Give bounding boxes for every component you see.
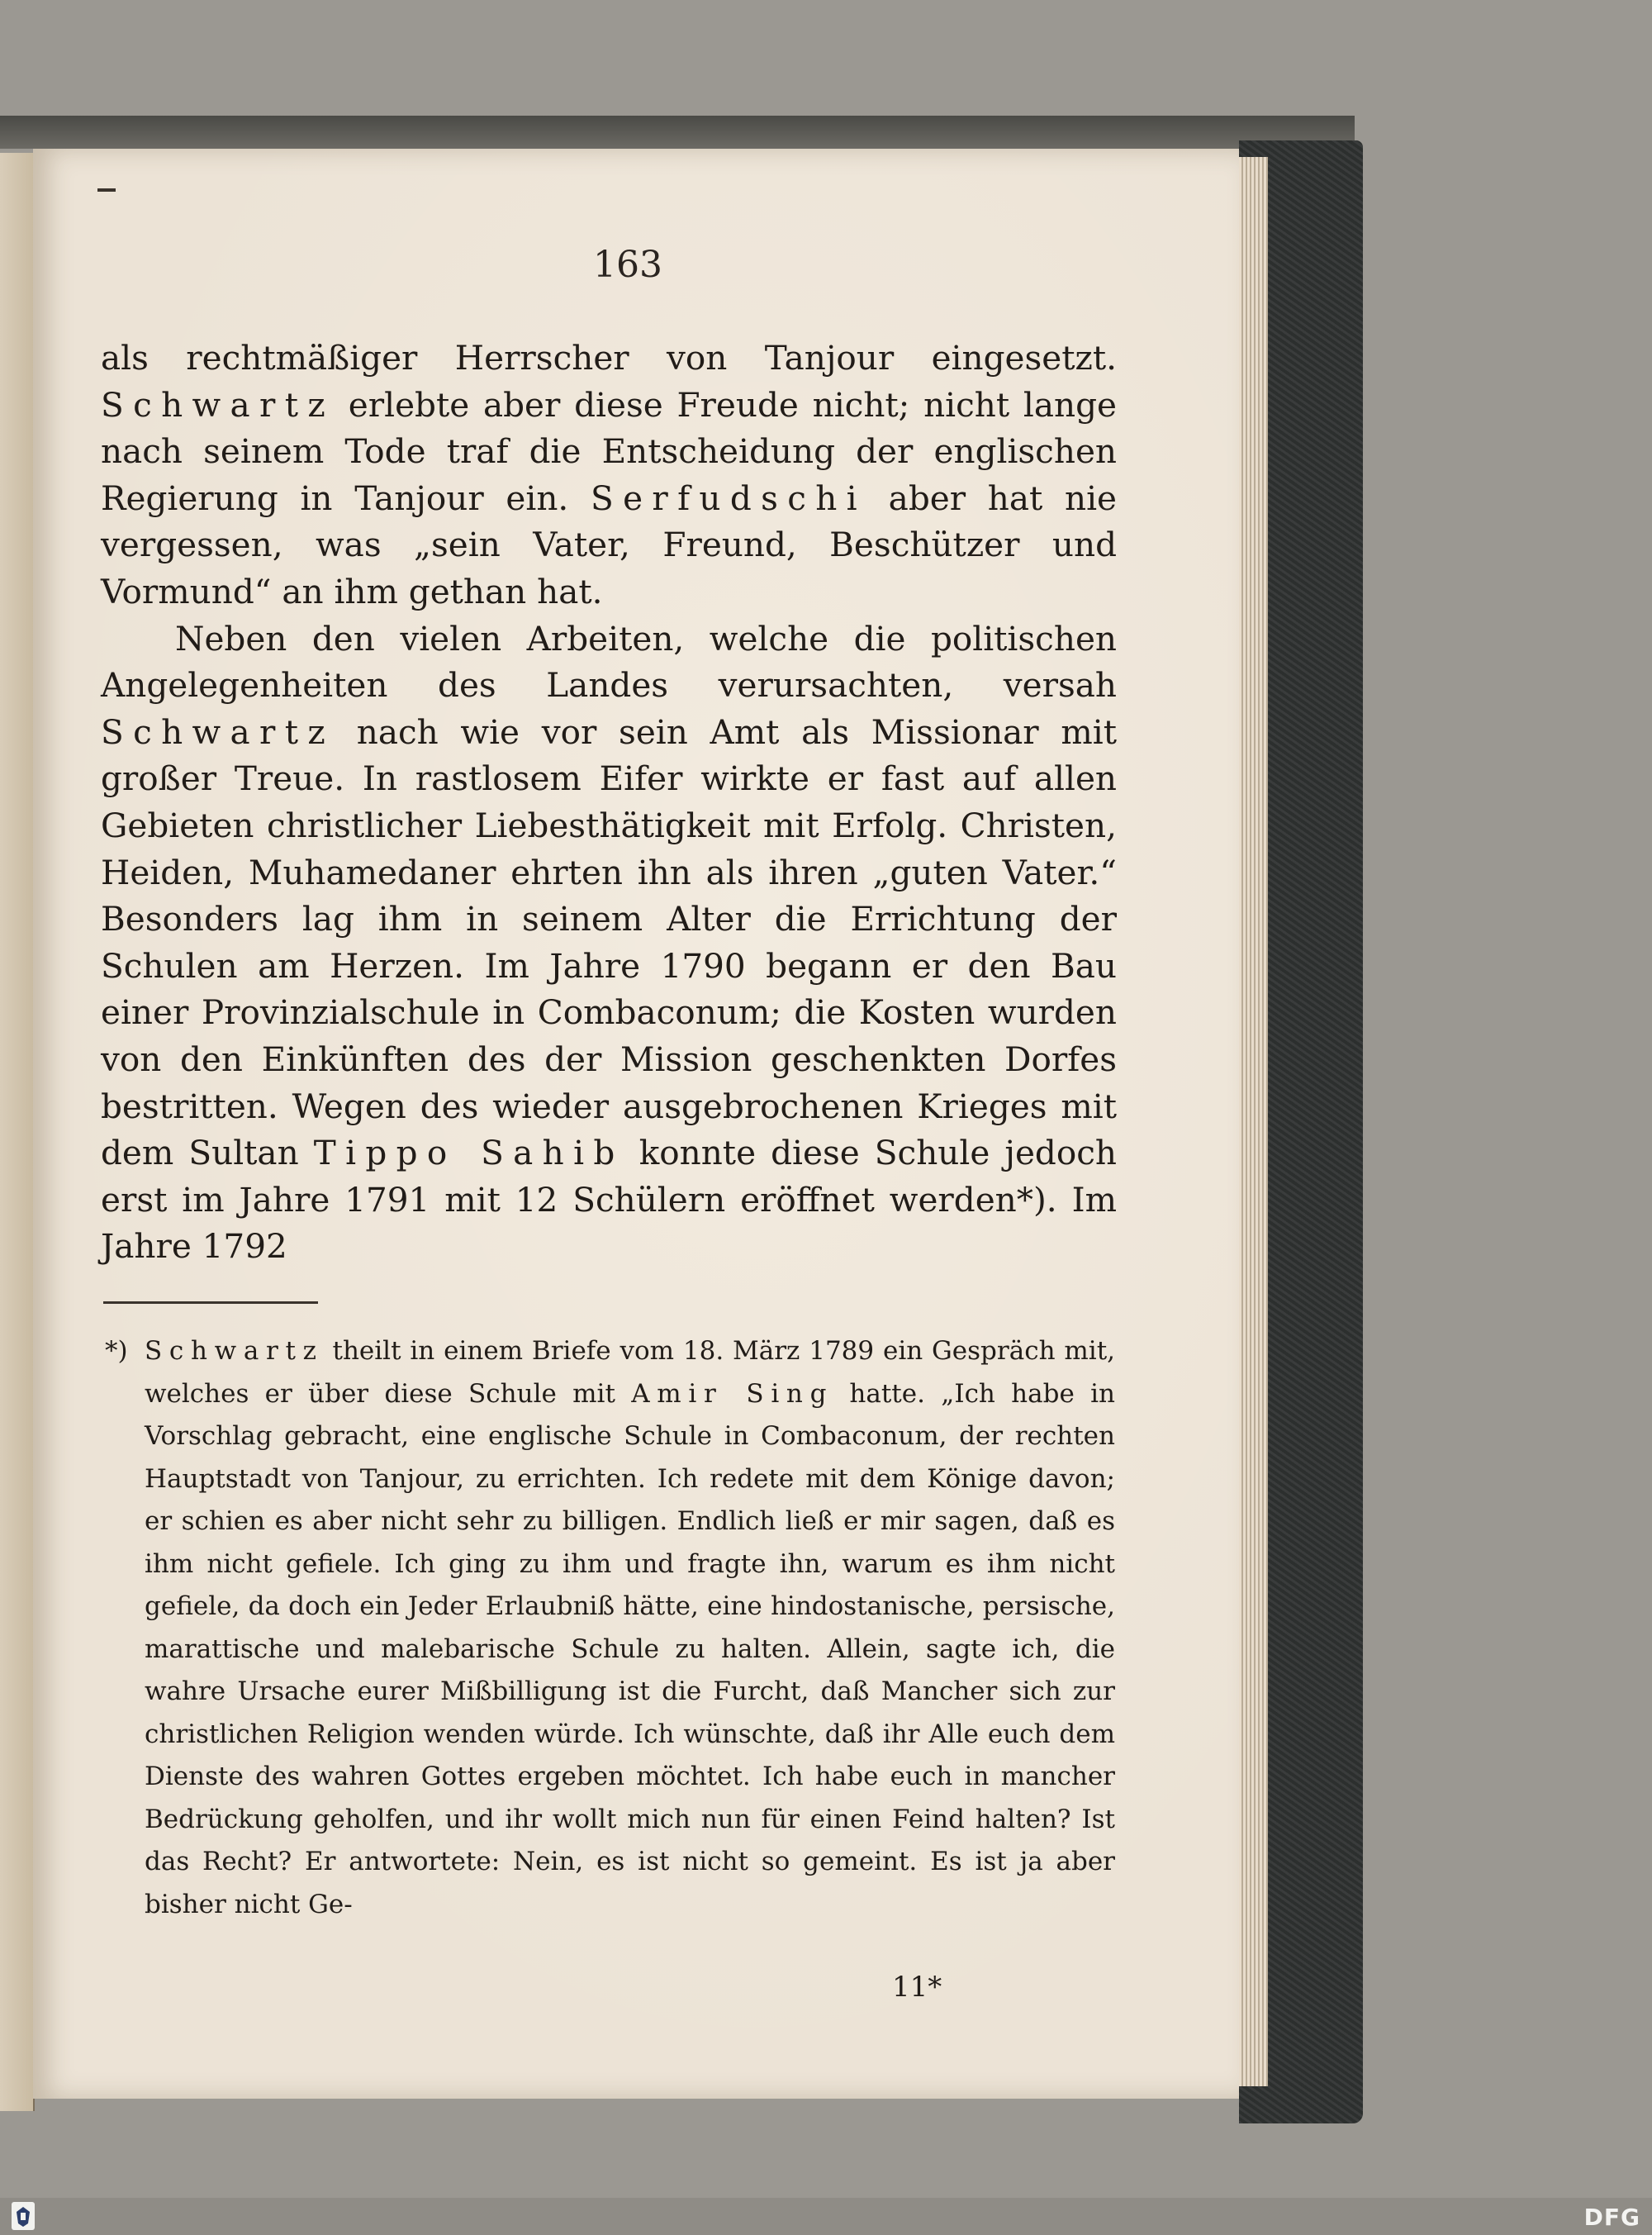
spaced-name: Amir Sing [631,1378,834,1409]
page-edges [1235,157,1268,2086]
paragraph [101,335,1117,616]
text-run: Neben den vielen Arbeiten, welche die politischen Angelegenheiten des Landes verursachten, versah [101,618,1117,706]
footnote-marker: *) [105,1336,128,1366]
main-text [101,335,1117,1270]
text-run: theilt in einem Briefe vom 18. März 1789 ein Gespräch mit, welches er über diese Schule mit [145,1336,1115,1409]
viewer-footer [0,2198,1652,2235]
text-run: konnte diese Schule jedoch erst im Jahre 1791 mit 12 Schülern eröffnet werden*). Im Jahre 1792 [101,1133,1117,1267]
spaced-name: Schwartz [145,1336,324,1366]
footnote-divider [103,1301,318,1304]
text-run: erlebte aber diese Freude nicht; nicht lange nach seinem Tode traf die Entscheidung der englischen Regierung in Tanjour ein. [101,384,1117,518]
footnote [105,1330,1115,1926]
text-run: aber hat nie vergessen, was „sein Vater, Freund, Beschützer und Vormund“ an ihm gethan hat. [101,478,1117,611]
sheet-signature: 11* [892,1971,942,2004]
book-top-edge [0,116,1355,149]
paragraph [101,616,1117,1270]
spaced-name: Tippo Sahib [313,1133,624,1173]
spaced-name: Schwartz [101,384,335,425]
dfg-logo: DFG [1583,2204,1640,2231]
spaced-name: Serfudschi [590,478,866,518]
spaced-name: Schwartz [101,711,335,752]
left-page-edge [0,153,35,2111]
text-run: als rechtmäßiger Herrscher von Tanjour eingesetzt. [101,338,1117,378]
book-page [33,149,1239,2099]
text-run: hatte. „Ich habe in Vorschlag gebracht, eine englische Schule in Combaconum, der rechten Hauptstadt von Tanjour, zu errichten. Ich redete mit dem Könige davon; er schien es aber nicht sehr zu billigen. Endlich ließ er mir sagen, daß es ihm nicht gefiele. Ich ging zu ihm und fragte ihn, warum es ihm nicht gefiele, da doch ein Jeder Erlaubniß hätte, eine hindostanische, persische, marattische und malebarische Schule zu halten. Allein, sagte ich, die wahre Ursache eurer Mißbilligung ist die Furcht, daß Mancher sich zur christlichen Religion wenden würde. Ich wünschte, daß ihr Alle euch dem Dienste des wahren Gottes ergeben möchtet. Ich habe euch in mancher Bedrückung geholfen, und ihr wollt mich nun für einen Feind halten? Ist das Recht? Er antwortete: Nein, es ist nicht so gemeint. Es ist ja aber bisher nicht Ge- [145,1378,1115,1919]
margin-mark [97,188,116,192]
crest-icon [8,2200,38,2232]
text-run: nach wie vor sein Amt als Missionar mit großer Treue. In rastlosem Eifer wirkte er fast auf allen Gebieten christlicher Liebesthätigkeit mit Erfolg. Christen, Heiden, Muhamedaner ehrten ihn als ihren „guten Vater.“ Besonders lag ihm in seinem Alter die Errichtung der Schulen am Herzen. Im Jahre 1790 begann er den Bau einer Provinzialschule in Combaconum; die Kosten wurden von den Einkünften des der Mission geschenkten Dorfes bestritten. Wegen des wieder ausgebrochenen Krieges mit dem Sultan [101,711,1117,1173]
page-number: 163 [593,244,662,286]
